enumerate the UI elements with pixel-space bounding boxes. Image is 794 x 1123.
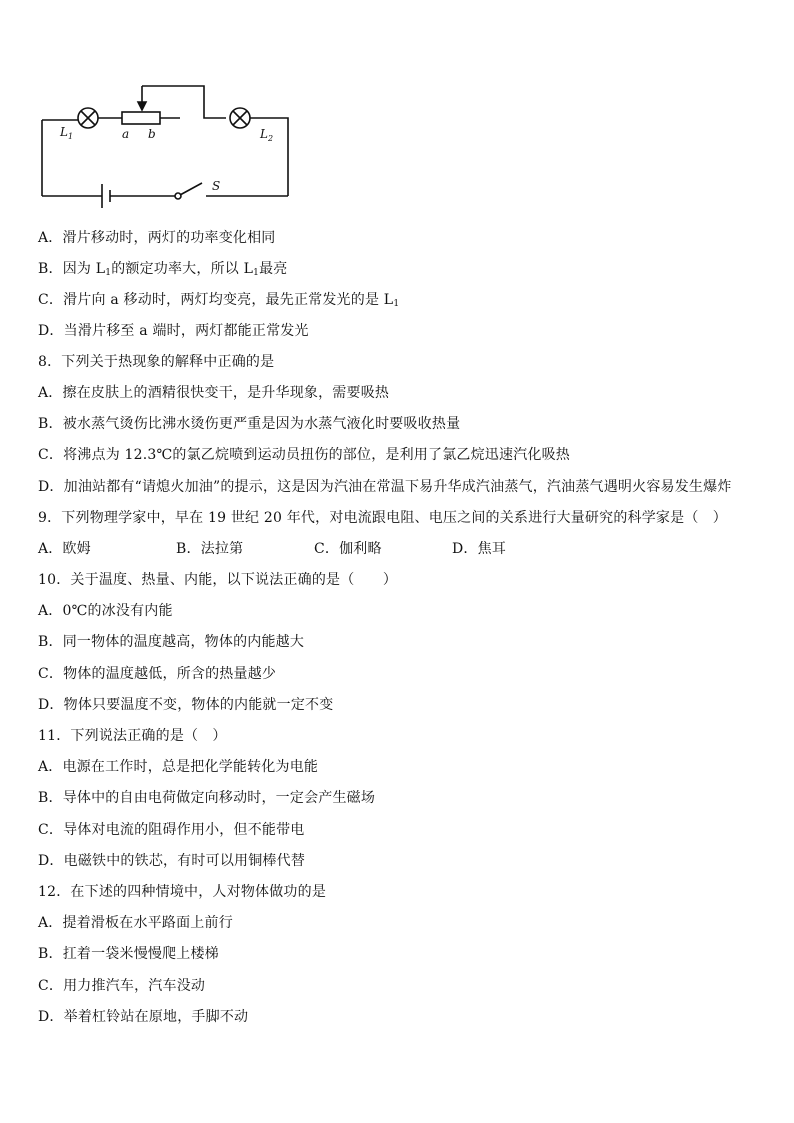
svg-text:L2: $L_2$: [260, 127, 274, 143]
q9-option-d: D．焦耳: [452, 541, 507, 557]
q12-option-b: B．扛着一袋米慢慢爬上楼梯: [38, 946, 219, 962]
q11-option-b: B．导体中的自由电荷做定向移动时，一定会产生磁场: [38, 790, 376, 806]
q7-option-c: C．滑片向 a 移动时，两灯均变亮，最先正常发光的是 $L_1$: [38, 292, 400, 309]
wire-right: [250, 118, 288, 196]
q7-option-d: D．当滑片移至 a 端时，两灯都能正常发光: [38, 323, 309, 339]
q10-option-d: D．物体只要温度不变，物体的内能就一定不变: [38, 697, 334, 713]
circuit-diagram: [30, 78, 300, 218]
q12-option-a: A．提着滑板在水平路面上前行: [38, 915, 233, 931]
q8-option-d: D．加油站都有“请熄火加油”的提示，这是因为汽油在常温下易升华成汽油蒸气，汽油蒸气遇明火容易发生爆炸: [38, 479, 732, 495]
q10-option-a: A．0℃的冰没有内能: [38, 603, 173, 619]
q8-option-b: B．被水蒸气烫伤比沸水烫伤更严重是因为水蒸气液化时要吸收热量: [38, 416, 461, 432]
q8-option-a: A．擦在皮肤上的酒精很快变干，是升华现象，需要吸热: [38, 385, 390, 401]
svg-text:S: S: [212, 179, 221, 193]
svg-text:b: b: [148, 127, 156, 141]
q8-option-c: C．将沸点为 12.3℃的氯乙烷喷到运动员扭伤的部位，是利用了氯乙烷迅速汽化吸热: [38, 447, 570, 463]
q11-option-d: D．电磁铁中的铁芯，有时可以用铜棒代替: [38, 853, 306, 869]
q9-option-c: C．伽利略: [314, 541, 382, 557]
q11-option-c: C．导体对电流的阻碍作用小，但不能带电: [38, 822, 305, 838]
q12-stem: 12．在下述的四种情境中，人对物体做功的是: [38, 884, 327, 900]
switch-icon: [180, 183, 202, 195]
q10-stem: 10．关于温度、热量、内能，以下说法正确的是（ ）: [38, 572, 398, 588]
q7-option-b: B．因为 $L_1$的额定功率大，所以 $L_1$最亮: [38, 261, 288, 278]
q11-option-a: A．电源在工作时，总是把化学能转化为电能: [38, 759, 319, 775]
q8-stem: 8．下列关于热现象的解释中正确的是: [38, 354, 275, 370]
svg-text:a: a: [122, 127, 130, 141]
q9-stem: 9．下列物理学家中，早在 19 世纪 20 年代，对电流跟电阻、电压之间的关系进行大量研究的科学家是（ ）: [38, 510, 727, 526]
q9-options: [38, 539, 738, 559]
q12-option-d: D．举着杠铃站在原地，手脚不动: [38, 1009, 249, 1025]
q12-option-c: C．用力推汽车，汽车没动: [38, 978, 206, 994]
q11-stem: 11．下列说法正确的是（ ）: [38, 728, 227, 744]
q10-option-c: C．物体的温度越低，所含的热量越少: [38, 666, 277, 682]
q9-option-a: A．欧姆: [38, 541, 91, 557]
svg-text:L1: $L_1$: [60, 125, 74, 141]
rheostat-icon: [122, 112, 160, 124]
battery-icon: [102, 184, 110, 208]
q7-option-a: A．滑片移动时，两灯的功率变化相同: [38, 230, 276, 246]
q9-option-b: B．法拉第: [176, 541, 244, 557]
q10-option-b: B．同一物体的温度越高，物体的内能越大: [38, 634, 305, 650]
